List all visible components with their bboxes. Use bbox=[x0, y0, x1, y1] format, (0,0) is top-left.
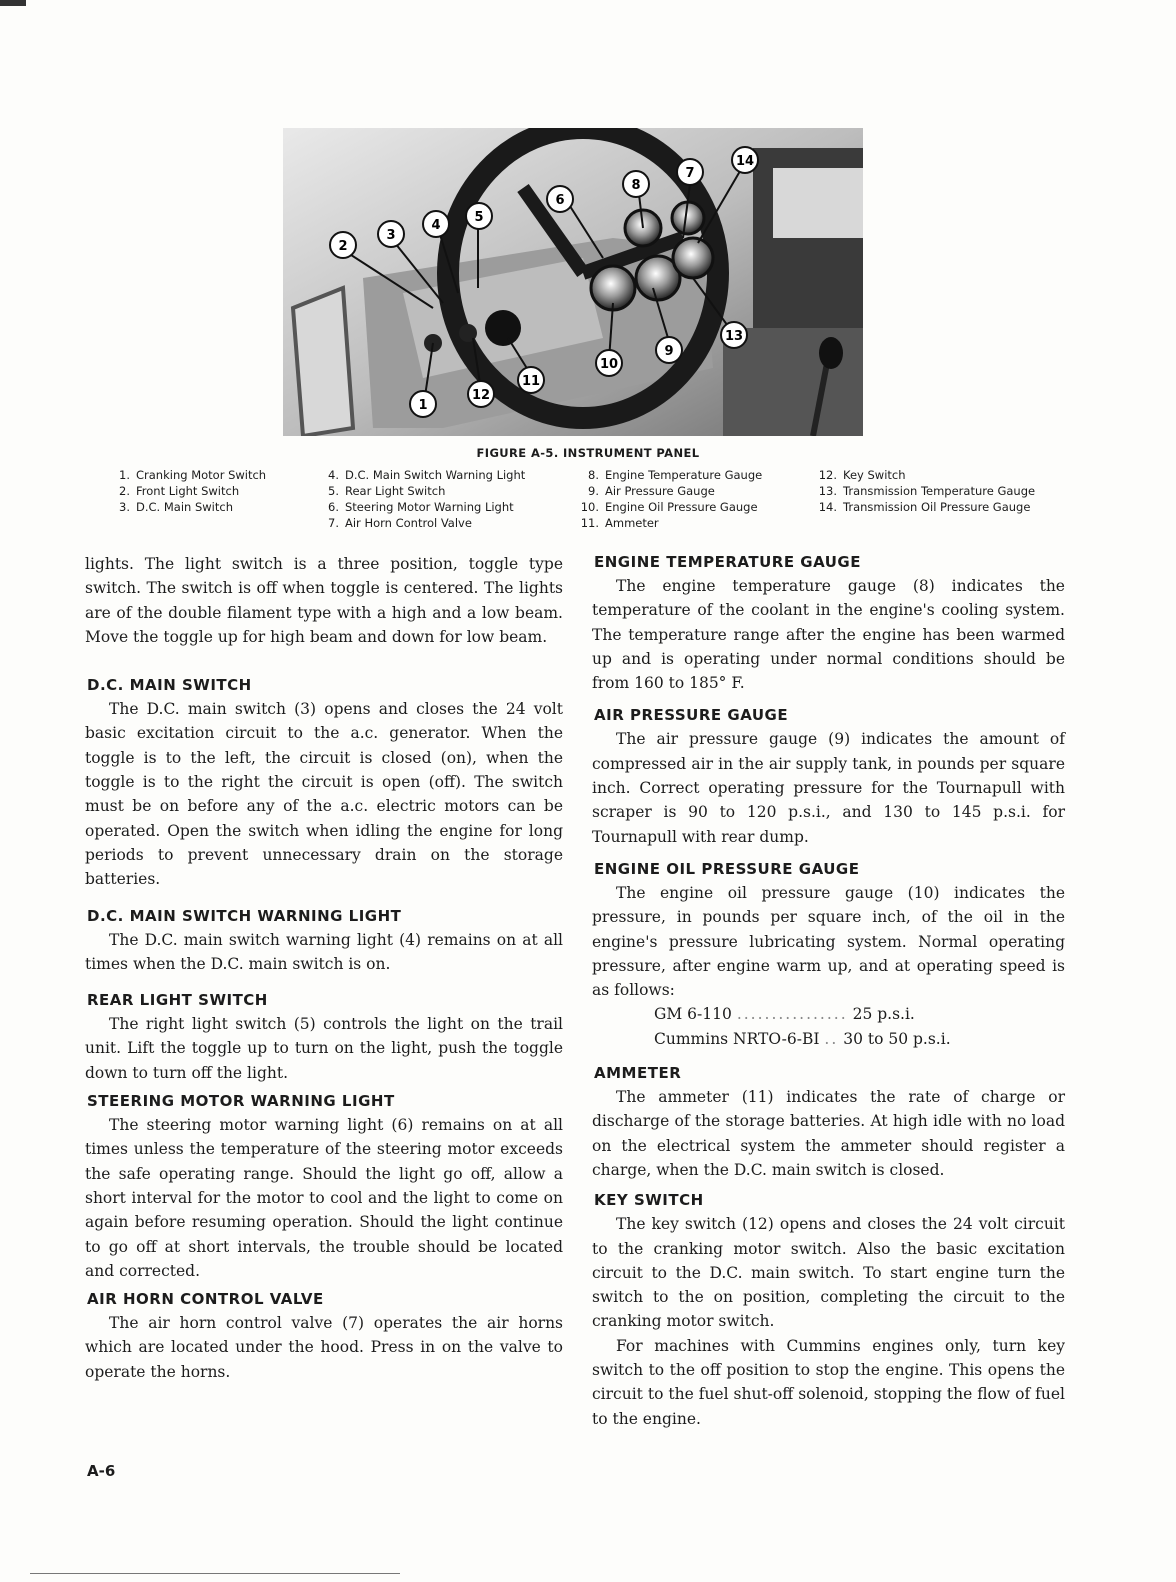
svg-text:5: 5 bbox=[474, 210, 484, 225]
section-heading: ENGINE OIL PRESSURE GAUGE bbox=[594, 859, 860, 878]
callout-1 bbox=[410, 391, 436, 417]
section-body: The D.C. main switch warning light (4) remains on at all times when the D.C. main switch is on. bbox=[85, 930, 563, 973]
svg-text:13: 13 bbox=[724, 329, 744, 344]
left-column bbox=[85, 552, 563, 1384]
callout-12 bbox=[468, 381, 494, 407]
section-heading: KEY SWITCH bbox=[594, 1191, 704, 1210]
legend-item: 14. Transmission Oil Pressure Gauge bbox=[818, 500, 1031, 514]
instrument-panel-image bbox=[283, 128, 863, 436]
section-heading: REAR LIGHT SWITCH bbox=[87, 991, 268, 1010]
svg-text:4: 4 bbox=[431, 218, 441, 233]
page-number: A-6 bbox=[87, 1462, 116, 1480]
legend-item: 7. Air Horn Control Valve bbox=[328, 516, 472, 530]
section-body: The air pressure gauge (9) indicates the amount of compressed air in the air supply tank, in pounds per square inch. Correct operating pressure for the Tournapull with scraper is 90 to 120 p.s.i., and 130 to 145 p.s.i. for Tournapull with rear dump. bbox=[592, 730, 1065, 846]
figure-legend-col-3 bbox=[577, 467, 762, 531]
section-body: The right light switch (5) controls the light on the trail unit. Lift the toggle up to turn on the light, push the toggle down to turn off the light. bbox=[85, 1015, 563, 1082]
legend-item: 13. Transmission Temperature Gauge bbox=[818, 484, 1036, 498]
callout-13 bbox=[721, 322, 747, 348]
legend-item: 10. Engine Oil Pressure Gauge bbox=[580, 500, 758, 514]
legend-item: 12. Key Switch bbox=[818, 468, 906, 482]
section-heading: AIR HORN CONTROL VALVE bbox=[87, 1290, 324, 1309]
svg-text:11: 11 bbox=[521, 374, 541, 389]
figure-legend-col-1 bbox=[108, 467, 266, 515]
section-body: The D.C. main switch (3) opens and closes the 24 volt basic excitation circuit to the a.c. generator. When the toggle is to the left, the circuit is closed (on), when the toggle is to the right the circuit is open (off). The switch must be on before any of the a.c. electric motors can be operated. Open the switch when idling the engine for long periods to prevent unnecessary drain on the storage batteries. bbox=[85, 700, 563, 889]
section-body: The steering motor warning light (6) remains on at all times unless the temperature of the steering motor exceeds the safe operating range. Should the light go off, allow a short interval for the motor to cool and the light to come on again before resuming operation. Should the light continue to go off at short intervals, the trouble should be located and corrected. bbox=[85, 1116, 563, 1280]
callout-10 bbox=[596, 350, 622, 376]
svg-text:3: 3 bbox=[386, 228, 396, 243]
legend-item: 5. Rear Light Switch bbox=[328, 484, 446, 498]
section-heading: STEERING MOTOR WARNING LIGHT bbox=[87, 1092, 395, 1111]
legend-item: 4. D.C. Main Switch Warning Light bbox=[328, 468, 526, 482]
legend-item: 11. Ammeter bbox=[580, 516, 659, 530]
callout-6 bbox=[547, 186, 573, 212]
section-heading: D.C. MAIN SWITCH WARNING LIGHT bbox=[87, 906, 402, 925]
svg-text:2: 2 bbox=[338, 239, 348, 254]
legend-item: 1. Cranking Motor Switch bbox=[119, 468, 267, 482]
section-body: The engine temperature gauge (8) indicates the temperature of the coolant in the engine's cooling system. The temperature range after the engine has been warmed up and is operating under normal conditions should be from 160 to 185° F. bbox=[592, 577, 1065, 693]
section-body: The ammeter (11) indicates the rate of charge or discharge of the storage batteries. At high idle with no load on the electrical system the ammeter should register a charge, when the D.C. main switch is closed. bbox=[592, 1088, 1065, 1179]
instrument-panel-photo bbox=[283, 128, 863, 436]
callout-14 bbox=[732, 147, 758, 173]
svg-text:10: 10 bbox=[599, 357, 619, 372]
section-heading: AMMETER bbox=[594, 1064, 682, 1083]
svg-text:9: 9 bbox=[664, 344, 674, 359]
section-heading: ENGINE TEMPERATURE GAUGE bbox=[594, 553, 861, 571]
scan-artifact bbox=[30, 1573, 400, 1574]
scan-artifact bbox=[0, 0, 26, 6]
callout-8 bbox=[623, 171, 649, 197]
intro-paragraph: lights. The light switch is a three position, toggle type switch. The switch is off when toggle is centered. The lights are of the double filament type with a high and a low beam. Move the toggle up for high beam and down for low beam. bbox=[85, 555, 563, 646]
callout-11 bbox=[518, 367, 544, 393]
callout-5 bbox=[466, 203, 492, 229]
figure-title: FIGURE A-5. INSTRUMENT PANEL bbox=[476, 446, 700, 460]
figure-legend-col-2 bbox=[317, 467, 525, 531]
right-column bbox=[592, 552, 1065, 1431]
section-heading: AIR PRESSURE GAUGE bbox=[594, 706, 789, 725]
legend-item: 9. Air Pressure Gauge bbox=[588, 484, 715, 498]
callout-9 bbox=[656, 337, 682, 363]
legend-item: 8. Engine Temperature Gauge bbox=[588, 468, 763, 482]
callout-3 bbox=[378, 221, 404, 247]
legend-item: 2. Front Light Switch bbox=[119, 484, 240, 498]
oil-spec-row: Cummins NRTO-6-BI .. 30 to 50 p.s.i. bbox=[654, 1029, 951, 1048]
legend-item: 6. Steering Motor Warning Light bbox=[328, 500, 514, 514]
svg-text:8: 8 bbox=[631, 178, 641, 193]
section-body: The engine oil pressure gauge (10) indicates the pressure, in pounds per square inch, of the oil in the engine's pressure lubricating system. Normal operating pressure, after engine warm up, and at operating speed is as follows: bbox=[592, 883, 1065, 1000]
section-body: For machines with Cummins engines only, turn key switch to the off position to stop the engine. This opens the circuit to the fuel shut-off solenoid, stopping the flow of fuel to the engine. bbox=[592, 1336, 1065, 1428]
section-heading: D.C. MAIN SWITCH bbox=[87, 676, 252, 695]
callout-4 bbox=[423, 211, 449, 237]
svg-text:12: 12 bbox=[471, 388, 491, 403]
svg-text:1: 1 bbox=[418, 398, 428, 413]
figure-legend-col-4 bbox=[815, 467, 1035, 515]
callout-2 bbox=[330, 232, 356, 258]
svg-text:14: 14 bbox=[735, 154, 755, 169]
svg-text:6: 6 bbox=[555, 193, 565, 208]
legend-item: 3. D.C. Main Switch bbox=[119, 500, 233, 514]
section-body: The air horn control valve (7) operates the air horns which are located under the hood. Press in on the valve to operate the horns. bbox=[85, 1314, 563, 1381]
svg-text:7: 7 bbox=[685, 166, 695, 181]
oil-spec-row: GM 6-110 ................ 25 p.s.i. bbox=[654, 1005, 915, 1024]
callout-7 bbox=[677, 159, 703, 185]
section-body: The key switch (12) opens and closes the 24 volt circuit to the cranking motor switch. Also the basic excitation circuit to the D.C. main switch. To start engine turn the switch to the on position, completing the circuit to the cranking motor switch. bbox=[592, 1215, 1065, 1331]
